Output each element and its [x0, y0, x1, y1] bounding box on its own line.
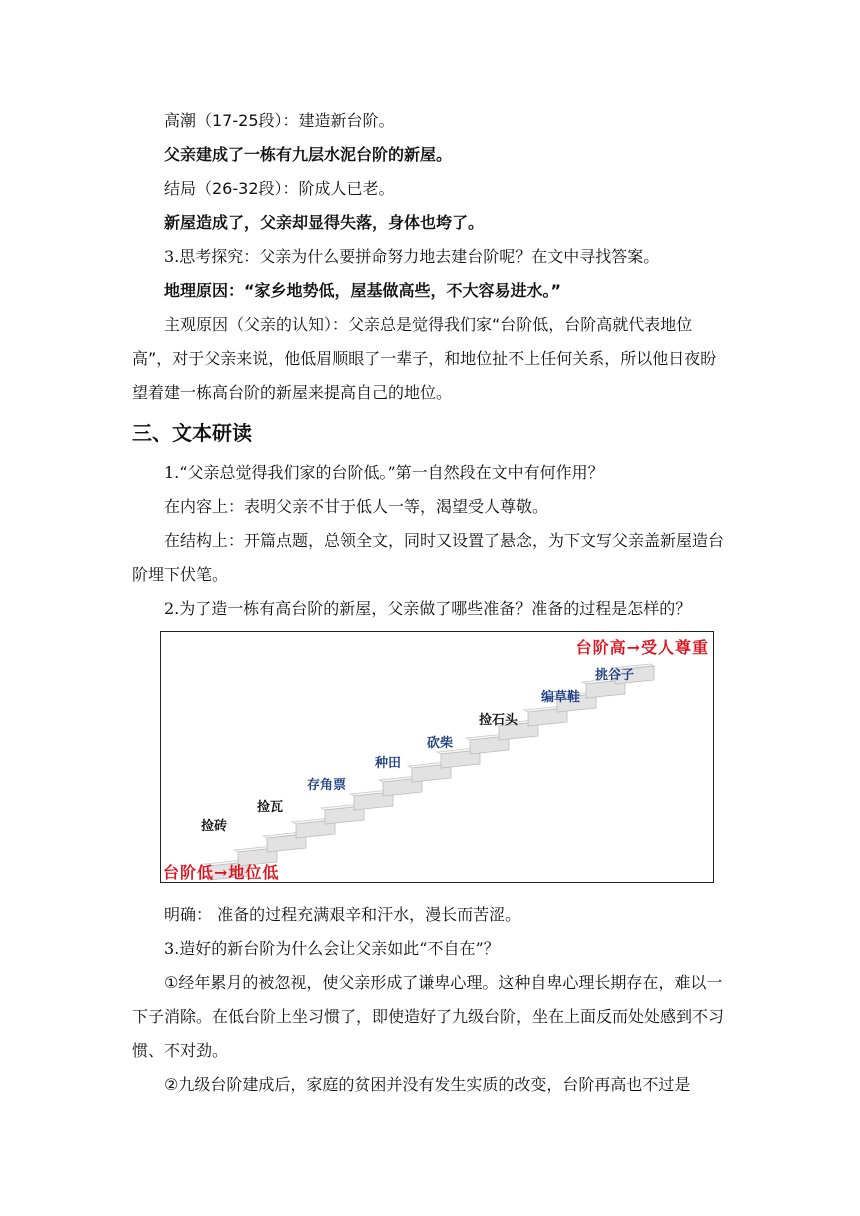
think-question: 3.思考探究：父亲为什么要拼命努力地去建台阶呢？在文中寻找答案。 [164, 247, 660, 266]
answer-2: 明确： 准备的过程充满艰辛和汗水，漫长而苦涩。 [164, 905, 522, 924]
top-label: 台阶高→受人尊重 [575, 638, 709, 657]
step-label-1: 捡砖 [201, 819, 228, 834]
question-2: 2.为了造一栋有高台阶的新屋，父亲做了哪些准备？准备的过程是怎样的？ [164, 599, 692, 618]
climax-detail: 父亲建成了一栋有九层水泥台阶的新屋。 [164, 145, 453, 164]
step-label-2: 捡瓦 [257, 800, 284, 815]
answer-1-structure: 在结构上：开篇点题，总领全文，同时又设置了悬念，为下文写父亲盖新屋造台阶埋下伏笔。 [132, 531, 725, 584]
answer-1-content: 在内容上：表明父亲不甘于低人一等，渴望受人尊敬。 [164, 497, 549, 516]
ending-detail: 新屋造成了，父亲却显得失落，身体也垮了。 [164, 213, 485, 232]
step-label-3: 存角票 [307, 778, 347, 793]
geo-reason: 地理原因：“家乡地势低，屋基做高些，不大容易进水。” [164, 281, 562, 300]
ending-line: 结局（26-32段）：阶成人已老。 [164, 179, 395, 198]
climax-line: 高潮（17-25段）：建造新台阶。 [164, 111, 395, 130]
answer-3-point-2: ②九级台阶建成后，家庭的贫困并没有发生实质的改变，台阶再高也不过是 [164, 1075, 691, 1094]
step-label-6: 捡石头 [479, 713, 519, 728]
answer-3-point-1: ①经年累月的被忽视，使父亲形成了谦卑心理。这种自卑心理长期存在，难以一下子消除。在低台阶上坐习惯了，即使造好了九级台阶，坐在上面反而处处感到不习惯、不对劲。 [132, 973, 725, 1060]
subjective-reason: 主观原因（父亲的认知）：父亲总是觉得我们家“台阶低，台阶高就代表地位高”，对于父亲来说，他低眉顺眼了一辈子，和地位扯不上任何关系，所以他日夜盼望着建一栋高台阶的新屋来提高自己的地位。 [132, 315, 717, 402]
question-3: 3.造好的新台阶为什么会让父亲如此“不自在”？ [164, 939, 500, 958]
step-label-4: 种田 [375, 756, 402, 771]
step-label-7: 编草鞋 [541, 690, 581, 705]
step-label-8: 挑谷子 [595, 668, 635, 683]
bottom-label: 台阶低→地位低 [163, 863, 280, 882]
question-1: 1.“父亲总觉得我们家的台阶低。”第一自然段在文中有何作用？ [164, 463, 604, 482]
section-heading: 三、文本研读 [132, 421, 252, 445]
step-label-5: 砍柴 [427, 736, 454, 751]
stairs-figure [160, 631, 714, 883]
